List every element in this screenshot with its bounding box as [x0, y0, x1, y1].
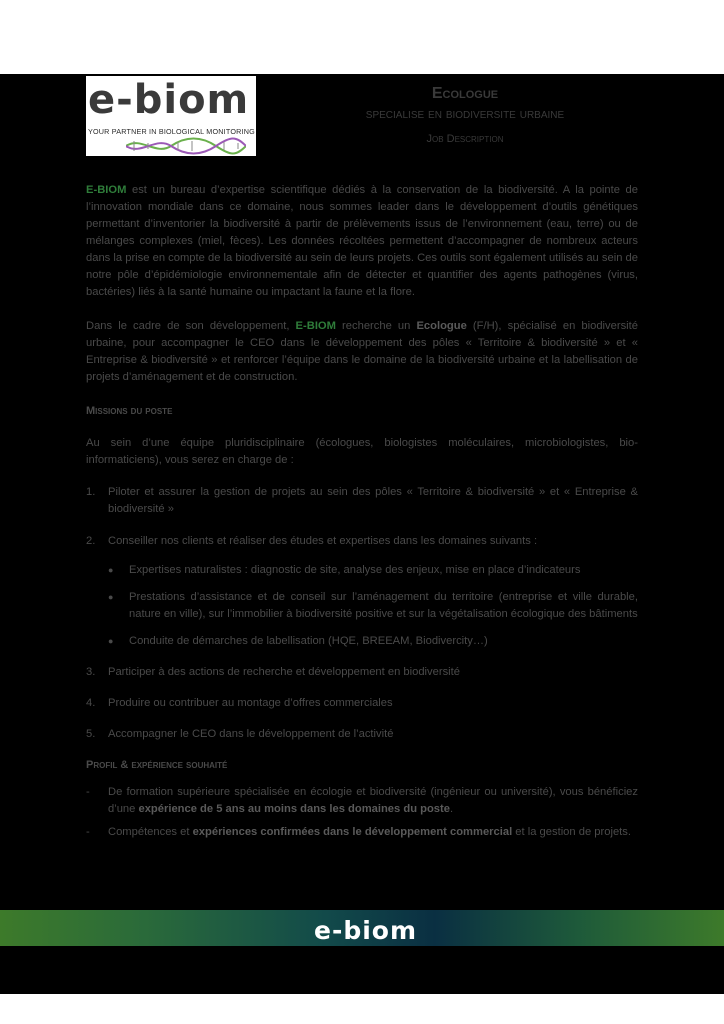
bullet-text: Conduite de démarches de labellisation (HQE, BREEAM, Biodivercity…) [129, 635, 488, 647]
dash-marker: - [86, 786, 90, 798]
footer-logo: e-biom [314, 916, 418, 945]
intro-text: est un bureau d’expertise scientifique dédiés à la conservation de la biodiversité. A la pointe de l’innovation mondiale dans ce domaine, nous sommes leader dans le développement d’outils génétiques permettant d’inventorier la biodiversité à partir de prélèvements issus de l’environnement (eau, terre) ou de mélanges complexes (miel, fèces). Les données récoltées permettent d’accompagner de nombreux acteurs dans la prise en compte de la biodiversité au sein de leurs projets. Ces outils sont également utilisés au sein de notre pôle d’épidémiologie environnementale afin de détecter et quantifier des agents pathogènes (virus, bactéries) liés à la santé humaine ou impactant la faune et la flore. [86, 184, 638, 298]
mission-bullet [108, 562, 638, 579]
context-text: Dans le cadre de son développement, [86, 320, 296, 332]
bullet-text: Prestations d’assistance et de conseil sur l’aménagement du territoire (entreprise et ville durable, nature en ville), sur l’immobilier à biodiversité positive et sur la végétalisation écologique des bâtiments [129, 591, 638, 620]
logo-tagline: YOUR PARTNER IN BIOLOGICAL MONITORING [88, 127, 255, 136]
mission-text: Accompagner le CEO dans le développement de l’activité [108, 728, 394, 740]
company-logo [86, 76, 256, 156]
mission-number: 4. [86, 697, 96, 709]
mission-bullet [108, 633, 638, 650]
document-header [300, 84, 630, 146]
logo-wordmark: e-biom [88, 77, 250, 123]
profile-item [86, 824, 638, 841]
profile-text-part: et la gestion de projets. [512, 826, 631, 838]
mission-text: Participer à des actions de recherche et développement en biodiversité [108, 666, 460, 678]
bullet-icon: ● [108, 592, 114, 602]
mission-item [86, 726, 638, 743]
missions-intro: Au sein d’une équipe pluridisciplinaire (écologues, biologistes moléculaires, microbiologistes, bio-informaticiens), vous serez en charge de : [86, 437, 638, 466]
mission-number: 5. [86, 728, 96, 740]
brand-name: E-BIOM [86, 184, 127, 196]
bullet-icon: ● [108, 565, 114, 575]
profile-text [108, 824, 638, 841]
mission-item [86, 484, 638, 518]
profile-text [108, 784, 638, 818]
intro-paragraph [86, 182, 638, 301]
job-title: Ecologue [431, 85, 499, 102]
bullet-text: Expertises naturalistes : diagnostic de site, analyse des enjeux, mise en place d’indicateurs [129, 564, 581, 576]
dna-helix-icon [126, 136, 246, 156]
mission-bullet [108, 589, 638, 623]
mission-text: Produire ou contribuer au montage d’offres commerciales [108, 697, 393, 709]
profile-text-part: Compétences et [108, 826, 193, 838]
role-name: Ecologue [416, 320, 467, 332]
brand-name: E-BIOM [295, 320, 336, 332]
profile-heading: Profil & expérience souhaité [86, 759, 228, 771]
mission-text: Conseiller nos clients et réaliser des études et expertises dans les domaines suivants : [108, 535, 538, 547]
document-page [0, 74, 724, 994]
mission-item [86, 664, 638, 681]
context-text: recherche un [335, 320, 417, 332]
mission-text: Piloter et assurer la gestion de projets au sein des pôles « Territoire & biodiversité » et « Entreprise & biodiversité » [108, 486, 638, 515]
mission-number: 1. [86, 486, 96, 498]
job-subtitle: specialise en biodiversite urbaine [365, 105, 565, 121]
profile-item [86, 784, 638, 818]
context-paragraph [86, 318, 638, 386]
profile-text-part: De formation supérieure spécialisée en écologie et biodiversité (ingénieur ou université), vous bénéficiez d’une [108, 786, 638, 815]
mission-item [86, 695, 638, 712]
mission-number: 2. [86, 535, 96, 547]
document-body [86, 182, 638, 841]
profile-emphasis: expériences confirmées dans le développement commercial [192, 826, 513, 838]
mission-item [86, 533, 638, 550]
document-type: Job Description [426, 133, 504, 145]
bullet-icon: ● [108, 636, 114, 646]
missions-heading: Missions du poste [86, 405, 173, 417]
profile-text-part: . [449, 803, 454, 815]
profile-emphasis: expérience de 5 ans au moins dans les domaines du poste [138, 803, 450, 815]
mission-number: 3. [86, 666, 96, 678]
dash-marker: - [86, 826, 90, 838]
context-text: (F/H), spécialisé en biodiversité urbaine, pour accompagner le CEO dans le développement des pôles « Territoire & biodiversité » et « Entreprise & biodiversité » et renforcer l’équipe dans le domaine de la biodiversité urbaine et la labellisation de projets d’aménagement et de construction. [86, 320, 638, 383]
